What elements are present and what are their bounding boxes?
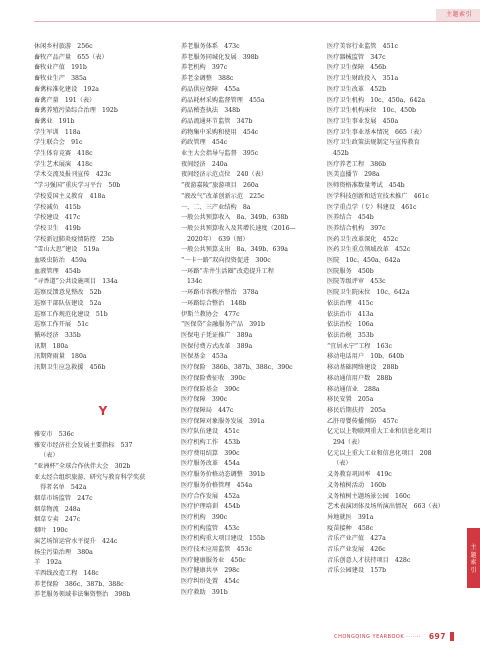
index-entry: 134c: [187, 278, 203, 286]
index-letter-heading: Y: [98, 403, 108, 418]
index-entry: 医疗救助 391b: [181, 588, 228, 596]
index-entry: 医师资格准数量考试 454b: [327, 182, 405, 190]
index-entry: 药品稽查执法 348b: [181, 107, 241, 115]
index-entry: 医疗卫生事业基本情况 665（表）: [327, 128, 426, 136]
index-entry: 医疗保险费征收 390c: [181, 374, 246, 382]
index-entry: 夜间经济示范点位 240（表）: [181, 171, 268, 179]
index-entry: 业主大会指导与监督 395c: [181, 150, 259, 158]
index-entry: 医养结合机构 397c: [327, 224, 386, 232]
index-entry: 医疗保险 386b、387b、388c、390c: [181, 364, 293, 372]
index-entry: 义务植树活动 160b: [327, 481, 387, 489]
index-entry: 医疗机构工作 453b: [181, 439, 241, 447]
index-entry: 学校减负 415b: [34, 203, 81, 211]
index-entry: 养老服务领域非法集资整治 398b: [34, 591, 131, 599]
index-entry: 汛期卫生应急救援 456b: [34, 364, 106, 372]
index-entry: 医疗队伍建设 451c: [181, 428, 240, 436]
index-entry: 294（表）: [333, 439, 364, 447]
section-header-tag: 主题索引: [436, 9, 480, 21]
index-entry: （表）: [40, 452, 59, 460]
index-entry: 药品供应保障 455a: [181, 85, 240, 93]
index-entry: 学校新冠肺炎疫情防控 25b: [34, 235, 114, 243]
index-column-3: [327, 42, 465, 577]
index-entry: 养老保险 386c、387b、388c: [34, 580, 124, 588]
index-entry: 医院卫生院床位 10c、642a: [327, 289, 410, 297]
index-entry: 一般公共预算收入及其增长速度（2016—: [181, 224, 296, 232]
index-entry: 医学科技创新和适宜技术推广 461c: [327, 192, 429, 200]
index-entry: 医院服务 450b: [327, 267, 374, 275]
index-entry: 义务教育巩固率 419c: [327, 471, 392, 479]
index-entry: 畜牧产品产量 655（表）: [34, 53, 108, 61]
index-column-1: [34, 42, 172, 601]
index-entry: 依法治理 415c: [327, 299, 374, 307]
index-entry: 烟草市场监管 247c: [34, 495, 93, 503]
index-entry: 巡察干部队伍建设 52a: [34, 299, 102, 307]
index-entry: 养老金调整 388c: [181, 75, 234, 83]
index-entry: 学校爱国主义教育 418a: [34, 192, 106, 200]
index-entry: 医美直播节 298a: [327, 171, 380, 179]
header-rule: [34, 21, 480, 22]
index-entry: 医疗健康服务业 450c: [181, 556, 246, 564]
index-entry: 养老服务同城化发展 398b: [181, 53, 259, 61]
index-entry: 一环路“赤井生活圈”改造提升工程: [181, 267, 274, 275]
index-entry: 养老机构 397c: [181, 64, 228, 72]
index-entry: 义务植树主题场景公园 160c: [327, 492, 411, 500]
index-entry: 医疗机构 390c: [181, 513, 228, 521]
index-entry: 畜禽业 191b: [34, 117, 75, 125]
index-entry: 医疗服务价格动态调整 391b: [181, 471, 265, 479]
index-entry: 一、二、三产业结构 8a: [181, 203, 251, 211]
index-entry: 一环路综合整治 148b: [181, 299, 247, 307]
index-entry: 医疗卫生改革 452b: [327, 85, 387, 93]
index-entry: 得者名单 542a: [40, 484, 87, 492]
index-entry: 讯期 180a: [34, 342, 69, 350]
index-entry: 学生体育竞赛 418c: [34, 150, 93, 158]
index-entry: 医保电子凭证推广 389a: [181, 331, 253, 339]
index-entry: 药物集中采购和使用 454c: [181, 128, 259, 136]
index-entry: 依法治税 353b: [327, 331, 374, 339]
index-entry: 音乐公园建设 157b: [327, 567, 387, 575]
index-entry: 汛期降雨量 180a: [34, 353, 87, 361]
index-entry: 医学重点学（专）科建设 461c: [327, 203, 417, 211]
index-entry: 巡察工作开展 51c: [34, 321, 89, 329]
index-entry: 452b: [333, 150, 349, 158]
page-footer: [334, 632, 454, 641]
index-entry: 异地就医 391a: [327, 513, 374, 521]
index-entry: 畜禽产量 191（表）: [34, 96, 96, 104]
yearbook-name: CHONGQING YEARBOOK ·······: [334, 633, 421, 640]
index-entry: 亿元以上物联网重大工业和信息化项目: [327, 428, 433, 436]
index-entry: 医疗器械监管 347c: [327, 53, 386, 61]
index-entry: 药品流通环节监管 347b: [181, 117, 253, 125]
index-entry: 移动基础网络建设 288b: [327, 364, 399, 372]
index-entry: 雅安市经济社会发展主要指标 537: [34, 441, 133, 449]
index-entry: 学生艺术展演 418c: [34, 160, 93, 168]
index-entry: 音乐创意人才扶持项目 428c: [327, 556, 411, 564]
index-entry: 音乐产业产值 427a: [327, 535, 386, 543]
index-entry: 学术交流及报刊宣传 423c: [34, 171, 112, 179]
index-entry: 羊西线改造工程 148c: [34, 569, 99, 577]
index-entry: 学生军训 118a: [34, 128, 81, 136]
index-entry: 乙肝母婴传播预防 457c: [327, 417, 398, 425]
index-entry: 医疗卫生事业发展 450a: [327, 117, 399, 125]
index-entry: 医疗卫生财政投入 351a: [327, 75, 399, 83]
index-entry: 夜间经济 240a: [181, 160, 228, 168]
index-entry: 移动通信业 288a: [327, 385, 380, 393]
index-entry: 烟草专卖 247c: [34, 516, 81, 524]
index-entry: 亿元以上重大工业和信息化项目 208: [327, 449, 432, 457]
index-entry: 血吸虫防治 459a: [34, 257, 87, 265]
index-entry: 畜禽养殖污染综合治理 192b: [34, 107, 118, 115]
index-entry: “宜居永宁”工程 163c: [327, 342, 392, 350]
index-entry: 医疗卫生机构 10c、450a、642a: [327, 96, 426, 104]
index-entry: 医疗保障对象服务发展 391a: [181, 417, 265, 425]
index-entry: “一卡一路”双向投资促进 300c: [181, 257, 271, 265]
index-entry: 雅安市 536c: [34, 430, 75, 438]
index-entry: 一般公共预算收入 8a、349b、638b: [181, 214, 289, 222]
index-entry: 扬尘污染治理 380a: [34, 548, 93, 556]
index-entry: 畜牧业生产 385a: [34, 75, 87, 83]
index-entry: 医疗技术应用监管 453c: [181, 546, 252, 554]
index-entry: 羊 192a: [34, 559, 62, 567]
index-entry: 医疗合作发展 452a: [181, 492, 240, 500]
index-entry: 依法治校 106a: [327, 321, 374, 329]
footer-marker: [450, 632, 454, 641]
index-entry: “液改气”改革创新示范 225c: [181, 192, 265, 200]
index-entry: 移民后期扶持 205a: [327, 406, 386, 414]
index-entry: 医疗养老工程 386b: [327, 160, 387, 168]
index-entry: 医保付费方式改革 389a: [181, 342, 253, 350]
index-entry: “雪山大思”建设 519a: [34, 246, 100, 254]
index-entry: 疫苗接种 458c: [327, 524, 374, 532]
index-entry: 药品耗材采购监督管理 455a: [181, 96, 265, 104]
index-entry: 医疗费用结算 390c: [181, 449, 240, 457]
index-entry: 医疗保障局 447c: [181, 406, 234, 414]
index-entry: 亚太经合组织旅游、研究与教育科学奖获: [34, 473, 146, 481]
page-number: 697: [428, 632, 446, 641]
index-entry: 医院 10c、450a、642a: [327, 257, 401, 265]
index-entry: 医疗机构监管 453c: [181, 524, 240, 532]
index-entry: 2020年） 639（图）: [187, 235, 249, 243]
index-entry: 移动电话用户 10b、640b: [327, 353, 405, 361]
index-entry: 巡察工作规范化建设 51b: [34, 310, 108, 318]
index-entry: 一般公共预算支出 8a、349b、639a: [181, 246, 288, 254]
index-entry: 医疗服务改革 454a: [181, 460, 240, 468]
index-entry: 烟叶 190c: [34, 527, 68, 535]
index-entry: 养老服务体系 473c: [181, 43, 240, 50]
index-entry: 医疗卫生机构床位 10c、450b: [327, 107, 416, 115]
index-entry: 医疗卫生政策法规制定与宣传教育: [327, 139, 420, 147]
index-entry: 移民安置 205a: [327, 396, 374, 404]
index-entry: 医药卫生重点领域改革 452c: [327, 246, 411, 254]
index-entry: 血液管理 454b: [34, 267, 81, 275]
index-entry: 休闲乡村旅游 256c: [34, 43, 93, 50]
index-entry: （表）: [333, 460, 352, 468]
index-entry: 医疗机构重大项目建设 155b: [181, 535, 265, 543]
index-entry: 医疗卫生保障 456b: [327, 64, 387, 72]
index-entry: 演艺场馆运营水平提升 424c: [34, 537, 118, 545]
index-entry: 医养结合 454b: [327, 214, 374, 222]
index-entry: 移动通信用户数 288b: [327, 374, 393, 382]
index-entry: 烟草物流 248a: [34, 505, 81, 513]
index-entry: 循环经济 335b: [34, 331, 81, 339]
index-entry: 畜牧业产值 191b: [34, 64, 87, 72]
index-entry: 医疗服务价格管理 454a: [181, 481, 253, 489]
index-entry: 学校卫生 419b: [34, 224, 81, 232]
index-entry: 伊斯兰教协会 477c: [181, 310, 240, 318]
index-entry: “夜游嘉陵”旅游项目 260a: [181, 182, 259, 190]
side-section-tab[interactable]: 主 题 索 引: [467, 528, 480, 588]
index-entry: “亚洲杯”全球合作伙伴大会 302b: [34, 462, 131, 470]
index-entry: 学生联合会 91c: [34, 139, 83, 147]
index-entry: 医院等级评审 453c: [327, 278, 386, 286]
index-entry: 艺术表演团体及场所演出情况 663（表）: [327, 503, 444, 511]
index-entry: 医药卫生改革深化 452c: [327, 235, 398, 243]
index-entry: “医保贷”金融服务产品 391b: [181, 321, 265, 329]
index-entry: 医疗美容行业监管 451c: [327, 43, 398, 50]
index-entry: 医疗纠纷处置 454c: [181, 578, 240, 586]
index-entry: “学习强国”重庆学习平台 50b: [34, 182, 121, 190]
index-entry: 医疗健康共享 298c: [181, 567, 240, 575]
index-entry: 巡察反馈意见整改 52b: [34, 289, 102, 297]
index-entry: 依法治市 413a: [327, 310, 374, 318]
index-entry: 药政管理 454c: [181, 139, 228, 147]
index-entry: “寻香道”公共设施项目 134a: [34, 278, 118, 286]
index-entry: 医疗护理培训 454b: [181, 503, 241, 511]
index-entry: 医疗保障 390c: [181, 396, 228, 404]
index-entry: 一环路市容秩序整治 378a: [181, 289, 259, 297]
index-column-2: [181, 42, 319, 599]
index-entry: 畜禽标准化建设 192a: [34, 85, 99, 93]
index-entry: 医疗保险基金 390c: [181, 385, 240, 393]
index-entry: 学校建设 417c: [34, 214, 81, 222]
index-entry: 音乐产业发展 426c: [327, 546, 386, 554]
index-entry: 医保基金 453a: [181, 353, 228, 361]
